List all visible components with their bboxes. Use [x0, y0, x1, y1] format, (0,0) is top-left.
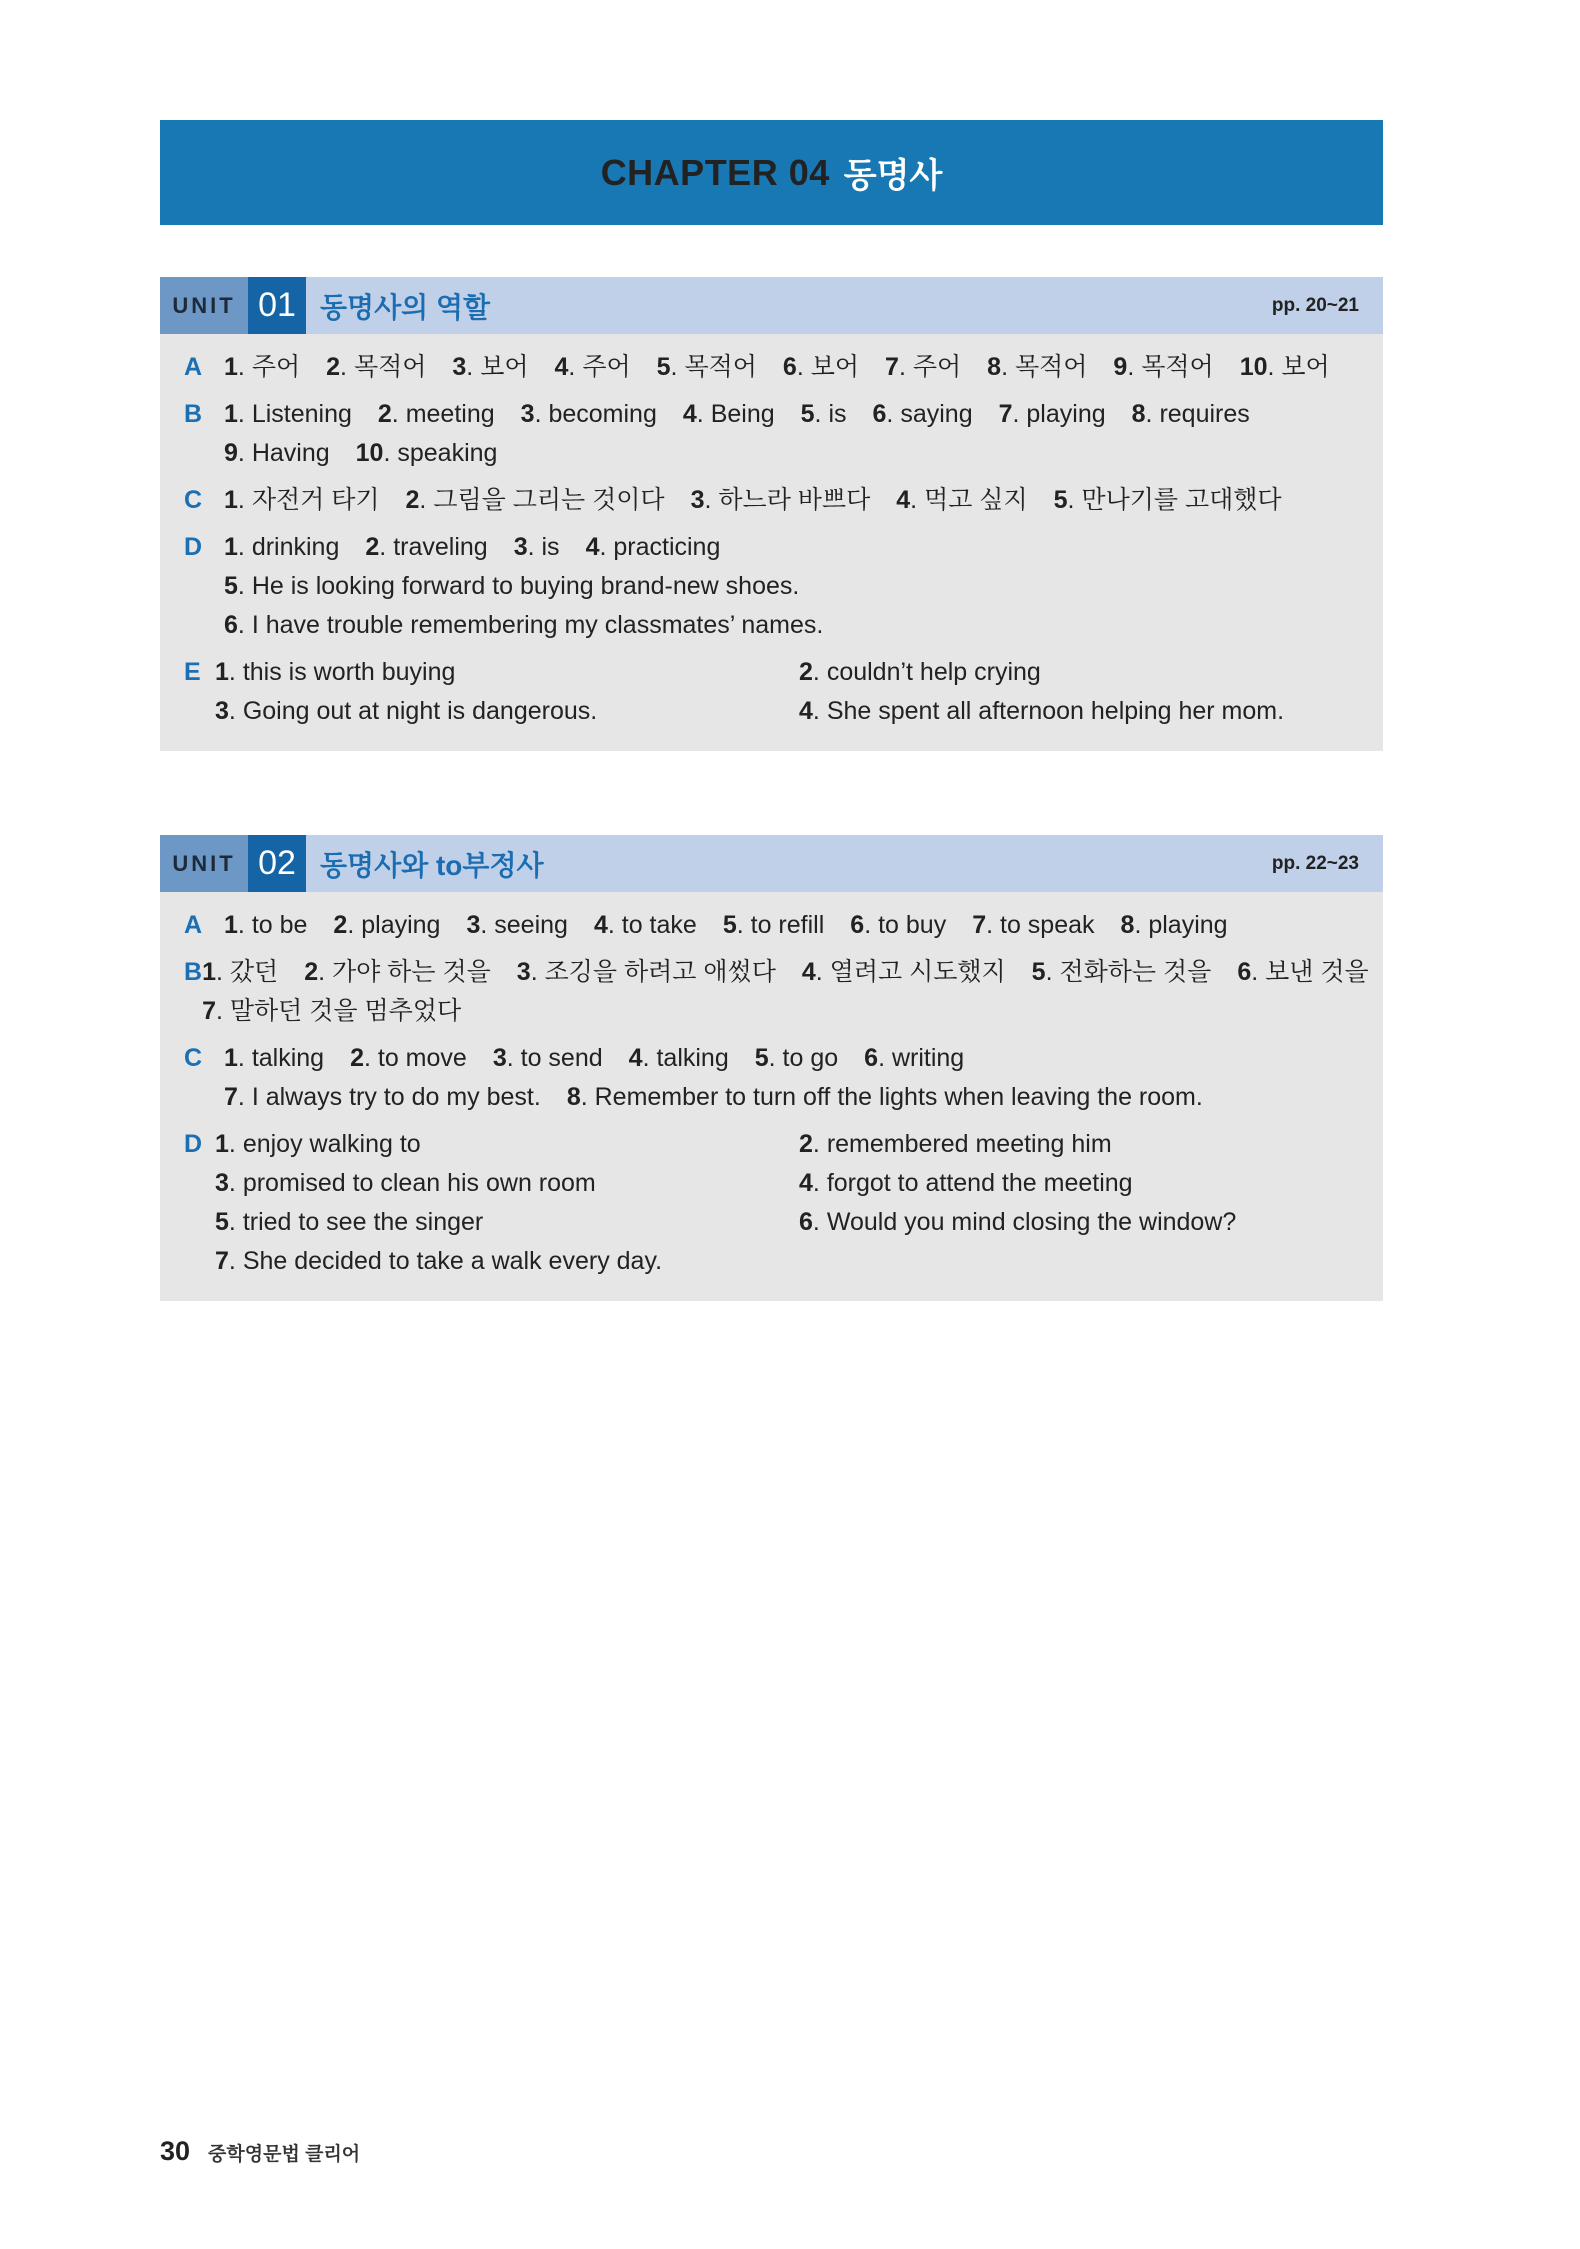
answer-item: 2. to move — [350, 1044, 467, 1072]
answer-item: 2. 가야 하는 것을 — [304, 958, 491, 986]
item-number: 1 — [202, 958, 216, 986]
section-lines — [215, 653, 1383, 739]
answer-item: 4. 주어 — [554, 353, 631, 381]
section-lines — [224, 395, 1383, 481]
item-number: 6 — [864, 1044, 879, 1072]
answer-item: 5. is — [800, 400, 847, 428]
answer-line — [215, 1203, 1383, 1242]
item-answer: playing — [361, 911, 441, 939]
item-answer: Remember to turn off the lights when leaving the room. — [594, 1083, 1203, 1111]
item-number: 6 — [850, 911, 865, 939]
item-number: 2 — [405, 486, 420, 514]
item-answer: to move — [377, 1044, 467, 1072]
answer-item: 2. couldn’t help crying — [799, 658, 1041, 686]
item-answer: Listening — [251, 400, 352, 428]
item-number: 3 — [520, 400, 535, 428]
item-answer: 그림을 그리는 것이다 — [433, 486, 665, 514]
answer-box — [160, 892, 1383, 1301]
item-number: 2 — [365, 533, 380, 561]
item-number: 7 — [202, 997, 216, 1025]
item-number: 7 — [885, 353, 899, 381]
item-number: 1 — [224, 533, 238, 561]
answer-section — [160, 348, 1383, 395]
section-lines — [224, 348, 1383, 395]
item-number: 1 — [215, 1130, 229, 1158]
item-number: 4 — [585, 533, 600, 561]
item-answer: to be — [251, 911, 308, 939]
item-number: 4 — [593, 911, 608, 939]
answer-item: 3. becoming — [520, 400, 657, 428]
item-answer: 전화하는 것을 — [1059, 958, 1212, 986]
answer-item: 2. traveling — [365, 533, 488, 561]
item-number: 4 — [896, 486, 911, 514]
answer-section — [160, 906, 1383, 953]
section-letter: C — [184, 1044, 203, 1072]
answer-item: 2. 목적어 — [326, 353, 427, 381]
section-lines — [202, 953, 1395, 1039]
answer-section — [160, 481, 1383, 528]
item-answer: 하느라 바쁘다 — [718, 486, 871, 514]
item-number: 1 — [215, 658, 229, 686]
item-answer: He is looking forward to buying brand-new shoes. — [251, 572, 800, 600]
item-number: 2 — [326, 353, 341, 381]
item-number: 2 — [377, 400, 392, 428]
answer-item: 7. I always try to do my best. — [224, 1083, 541, 1111]
item-number: 3 — [215, 1169, 229, 1197]
item-answer: 만나기를 고대했다 — [1081, 486, 1282, 514]
answer-item: 9. Having — [224, 439, 330, 467]
item-number: 8 — [1131, 400, 1146, 428]
unit-number: 02 — [248, 835, 306, 892]
answer-line — [215, 692, 1383, 731]
chapter-label: CHAPTER 04 — [600, 151, 830, 193]
answer-item: 1. to be — [224, 911, 308, 939]
answer-line — [224, 1078, 1383, 1117]
answer-item: 9. 목적어 — [1113, 353, 1214, 381]
item-answer: to buy — [878, 911, 947, 939]
answer-item: 3. Going out at night is dangerous. — [215, 697, 598, 725]
section-lines — [224, 481, 1383, 528]
answer-item: 1. 자전거 타기 — [224, 486, 380, 514]
answer-section — [160, 953, 1383, 1039]
item-number: 7 — [972, 911, 987, 939]
item-answer: tried to see the singer — [242, 1208, 484, 1236]
item-answer: She spent all afternoon helping her mom. — [826, 697, 1285, 725]
item-answer: 목적어 — [684, 353, 757, 381]
item-answer: drinking — [251, 533, 340, 561]
answer-item: 6. Would you mind closing the window? — [799, 1208, 1237, 1236]
answer-item: 6. 보어 — [782, 353, 860, 381]
chapter-title: 동명사 — [843, 157, 943, 195]
answer-item: 7. She decided to take a walk every day. — [215, 1247, 663, 1275]
book-title: 중학영문법 클리어 — [208, 2144, 361, 2165]
unit-label: UNIT — [160, 277, 248, 334]
item-answer: is — [828, 400, 847, 428]
item-answer: I always try to do my best. — [251, 1083, 541, 1111]
answer-item: 1. 갔던 — [202, 958, 279, 986]
answer-item: 2. remembered meeting him — [799, 1130, 1112, 1158]
answer-item: 10. speaking — [355, 439, 498, 467]
answer-section — [160, 653, 1383, 739]
item-number: 1 — [224, 353, 238, 381]
answer-item: 5. He is looking forward to buying brand-new shoes. — [224, 572, 800, 600]
item-number: 4 — [801, 958, 816, 986]
item-number: 2 — [799, 658, 813, 686]
answer-item: 6. saying — [872, 400, 973, 428]
item-answer: She decided to take a walk every day. — [242, 1247, 663, 1275]
item-number: 8 — [566, 1083, 581, 1111]
answer-item: 4. to take — [593, 911, 697, 939]
item-answer: Having — [251, 439, 330, 467]
answer-item: 1. this is worth buying — [215, 658, 456, 686]
item-number: 2 — [799, 1130, 813, 1158]
answer-line — [215, 1164, 1383, 1203]
item-answer: 보어 — [480, 353, 529, 381]
answer-item: 3. seeing — [466, 911, 568, 939]
item-answer: playing — [1026, 400, 1106, 428]
item-number: 4 — [799, 697, 813, 725]
item-answer: 보어 — [1281, 353, 1330, 381]
page-number: 30 — [160, 2136, 191, 2166]
answer-item: 5. 전화하는 것을 — [1031, 958, 1212, 986]
item-answer: talking — [656, 1044, 729, 1072]
item-answer: 주어 — [251, 353, 301, 381]
item-number: 6 — [782, 353, 797, 381]
unit-header — [160, 835, 1383, 892]
answer-line — [224, 481, 1383, 520]
item-number: 4 — [682, 400, 697, 428]
item-number: 5 — [1053, 486, 1068, 514]
section-letter: D — [184, 533, 203, 561]
item-answer: 목적어 — [1014, 353, 1088, 381]
item-answer: 갔던 — [229, 958, 279, 986]
answer-item: 3. is — [513, 533, 560, 561]
answer-line — [224, 567, 1383, 606]
chapter-banner — [160, 120, 1383, 225]
item-number: 5 — [754, 1044, 769, 1072]
section-letter: E — [184, 658, 201, 686]
section-lines — [224, 906, 1383, 953]
item-answer: saying — [900, 400, 973, 428]
answer-line — [224, 906, 1383, 945]
item-answer: 주어 — [582, 353, 631, 381]
unit-title: 동명사와 to부정사 — [320, 849, 544, 881]
item-number: 6 — [799, 1208, 813, 1236]
item-number: 4 — [628, 1044, 643, 1072]
item-answer: to refill — [750, 911, 825, 939]
answer-item: 7. to speak — [972, 911, 1095, 939]
item-number: 9 — [224, 439, 238, 467]
section-letter: A — [184, 353, 203, 381]
answer-section — [160, 1039, 1383, 1125]
item-number: 5 — [1031, 958, 1046, 986]
unit-pages: pp. 20~21 — [1271, 294, 1359, 316]
item-answer: this is worth buying — [242, 658, 456, 686]
item-answer: Being — [710, 400, 775, 428]
answer-item: 2. meeting — [377, 400, 495, 428]
section-letter: B — [184, 400, 203, 428]
answer-item: 10. 보어 — [1239, 353, 1330, 381]
unit-header — [160, 277, 1383, 334]
item-answer: 보어 — [810, 353, 860, 381]
item-number: 7 — [998, 400, 1013, 428]
item-answer: couldn’t help crying — [826, 658, 1041, 686]
section-lines — [224, 528, 1383, 653]
answer-line — [224, 434, 1383, 473]
answer-item: 5. 만나기를 고대했다 — [1053, 486, 1282, 514]
item-number: 1 — [224, 486, 238, 514]
answer-item: 2. playing — [333, 911, 441, 939]
item-answer: to go — [782, 1044, 839, 1072]
item-answer: 주어 — [912, 353, 962, 381]
answer-line — [215, 1242, 1383, 1281]
unit-number: 01 — [248, 277, 306, 334]
item-answer: becoming — [548, 400, 657, 428]
answer-item: 4. practicing — [585, 533, 721, 561]
answer-item: 8. playing — [1120, 911, 1228, 939]
answer-box — [160, 334, 1383, 751]
item-number: 7 — [224, 1083, 238, 1111]
answer-line — [215, 1125, 1383, 1164]
answer-line — [224, 348, 1383, 387]
answer-line — [224, 1039, 1383, 1078]
item-number: 6 — [872, 400, 887, 428]
item-answer: 열려고 시도했지 — [829, 958, 1006, 986]
section-letter: B — [184, 958, 203, 986]
item-number: 1 — [224, 1044, 238, 1072]
item-number: 1 — [224, 400, 238, 428]
answer-item: 6. 보낸 것을 — [1237, 958, 1369, 986]
answer-line — [224, 528, 1383, 567]
item-answer: is — [541, 533, 560, 561]
answer-line — [224, 606, 1383, 645]
item-answer: playing — [1148, 911, 1228, 939]
item-number: 8 — [987, 353, 1002, 381]
item-answer: Would you mind closing the window? — [826, 1208, 1237, 1236]
answer-item: 4. 먹고 싶지 — [896, 486, 1028, 514]
item-answer: to send — [520, 1044, 603, 1072]
item-number: 4 — [799, 1169, 813, 1197]
item-answer: enjoy walking to — [242, 1130, 421, 1158]
answer-item: 7. playing — [998, 400, 1106, 428]
item-answer: promised to clean his own room — [242, 1169, 596, 1197]
answer-line — [202, 992, 1395, 1031]
item-answer: seeing — [494, 911, 568, 939]
item-number: 10 — [355, 439, 384, 467]
page-footer — [160, 2136, 360, 2167]
item-answer: speaking — [397, 439, 498, 467]
item-answer: talking — [251, 1044, 325, 1072]
answer-section — [160, 528, 1383, 653]
answer-line — [215, 653, 1383, 692]
item-number: 5 — [656, 353, 671, 381]
item-answer: 목적어 — [353, 353, 427, 381]
item-number: 2 — [350, 1044, 364, 1072]
item-answer: Going out at night is dangerous. — [242, 697, 598, 725]
section-letter: C — [184, 486, 203, 514]
unit-pages: pp. 22~23 — [1271, 852, 1359, 874]
answer-item: 8. Remember to turn off the lights when leaving the room. — [566, 1083, 1203, 1111]
item-answer: 먹고 싶지 — [924, 486, 1028, 514]
answer-item: 7. 말하던 것을 멈추었다 — [202, 997, 462, 1025]
answer-item: 1. 주어 — [224, 353, 301, 381]
answer-item: 3. promised to clean his own room — [215, 1169, 596, 1197]
item-answer: practicing — [613, 533, 721, 561]
item-number: 3 — [466, 911, 481, 939]
item-number: 8 — [1120, 911, 1135, 939]
answer-item: 1. drinking — [224, 533, 340, 561]
answer-item: 5. tried to see the singer — [215, 1208, 484, 1236]
item-number: 5 — [800, 400, 815, 428]
answer-section — [160, 395, 1383, 481]
item-number: 5 — [215, 1208, 229, 1236]
item-number: 3 — [690, 486, 705, 514]
answer-item: 4. She spent all afternoon helping her mom. — [799, 697, 1285, 725]
item-number: 2 — [333, 911, 348, 939]
item-answer: requires — [1159, 400, 1250, 428]
item-number: 7 — [215, 1247, 229, 1275]
item-answer: 가야 하는 것을 — [332, 958, 491, 986]
item-number: 6 — [1237, 958, 1252, 986]
item-answer: meeting — [405, 400, 495, 428]
answer-item: 6. writing — [864, 1044, 965, 1072]
item-number: 5 — [224, 572, 238, 600]
item-answer: 자전거 타기 — [251, 486, 380, 514]
answer-item: 3. 하느라 바쁘다 — [690, 486, 871, 514]
item-number: 3 — [492, 1044, 507, 1072]
item-answer: remembered meeting him — [826, 1130, 1112, 1158]
answer-line — [224, 395, 1383, 434]
section-letter: A — [184, 911, 203, 939]
item-number: 5 — [722, 911, 737, 939]
answer-item: 8. 목적어 — [987, 353, 1088, 381]
answer-item: 5. to go — [754, 1044, 839, 1072]
answer-item: 1. Listening — [224, 400, 352, 428]
section-lines — [224, 1039, 1383, 1125]
answer-item: 5. to refill — [722, 911, 825, 939]
answer-item: 5. 목적어 — [656, 353, 757, 381]
item-number: 9 — [1113, 353, 1128, 381]
item-answer: I have trouble remembering my classmates’ names. — [251, 611, 824, 639]
answer-item: 3. 조깅을 하려고 애썼다 — [516, 958, 776, 986]
answer-section — [160, 1125, 1383, 1289]
item-number: 2 — [304, 958, 319, 986]
item-answer: forgot to attend the meeting — [826, 1169, 1133, 1197]
item-answer: traveling — [393, 533, 488, 561]
answer-line — [202, 953, 1395, 992]
item-number: 6 — [224, 611, 238, 639]
answer-item: 4. 열려고 시도했지 — [801, 958, 1006, 986]
answer-item: 1. talking — [224, 1044, 325, 1072]
answer-item: 3. to send — [492, 1044, 603, 1072]
answer-item: 2. 그림을 그리는 것이다 — [405, 486, 665, 514]
item-answer: 보낸 것을 — [1265, 958, 1369, 986]
item-answer: 목적어 — [1141, 353, 1214, 381]
answer-item: 6. to buy — [850, 911, 947, 939]
item-answer: 조깅을 하려고 애썼다 — [544, 958, 776, 986]
item-number: 3 — [513, 533, 528, 561]
answer-item: 6. I have trouble remembering my classmates’ names. — [224, 611, 824, 639]
unit-title: 동명사의 역할 — [320, 291, 491, 323]
item-number: 3 — [452, 353, 467, 381]
answer-item: 4. forgot to attend the meeting — [799, 1169, 1133, 1197]
item-answer: to speak — [1000, 911, 1095, 939]
answer-item: 1. enjoy walking to — [215, 1130, 421, 1158]
item-number: 1 — [224, 911, 238, 939]
item-number: 4 — [554, 353, 569, 381]
answer-item: 7. 주어 — [885, 353, 962, 381]
item-answer: to take — [621, 911, 697, 939]
item-number: 10 — [1239, 353, 1268, 381]
unit-label: UNIT — [160, 835, 248, 892]
item-number: 3 — [516, 958, 531, 986]
item-answer: 말하던 것을 멈추었다 — [229, 997, 462, 1025]
item-number: 3 — [215, 697, 229, 725]
answer-item: 4. Being — [682, 400, 775, 428]
section-lines — [215, 1125, 1383, 1289]
answer-item: 3. 보어 — [452, 353, 529, 381]
answer-item: 8. requires — [1131, 400, 1250, 428]
section-letter: D — [184, 1130, 203, 1158]
answer-item: 4. talking — [628, 1044, 729, 1072]
item-answer: writing — [891, 1044, 965, 1072]
